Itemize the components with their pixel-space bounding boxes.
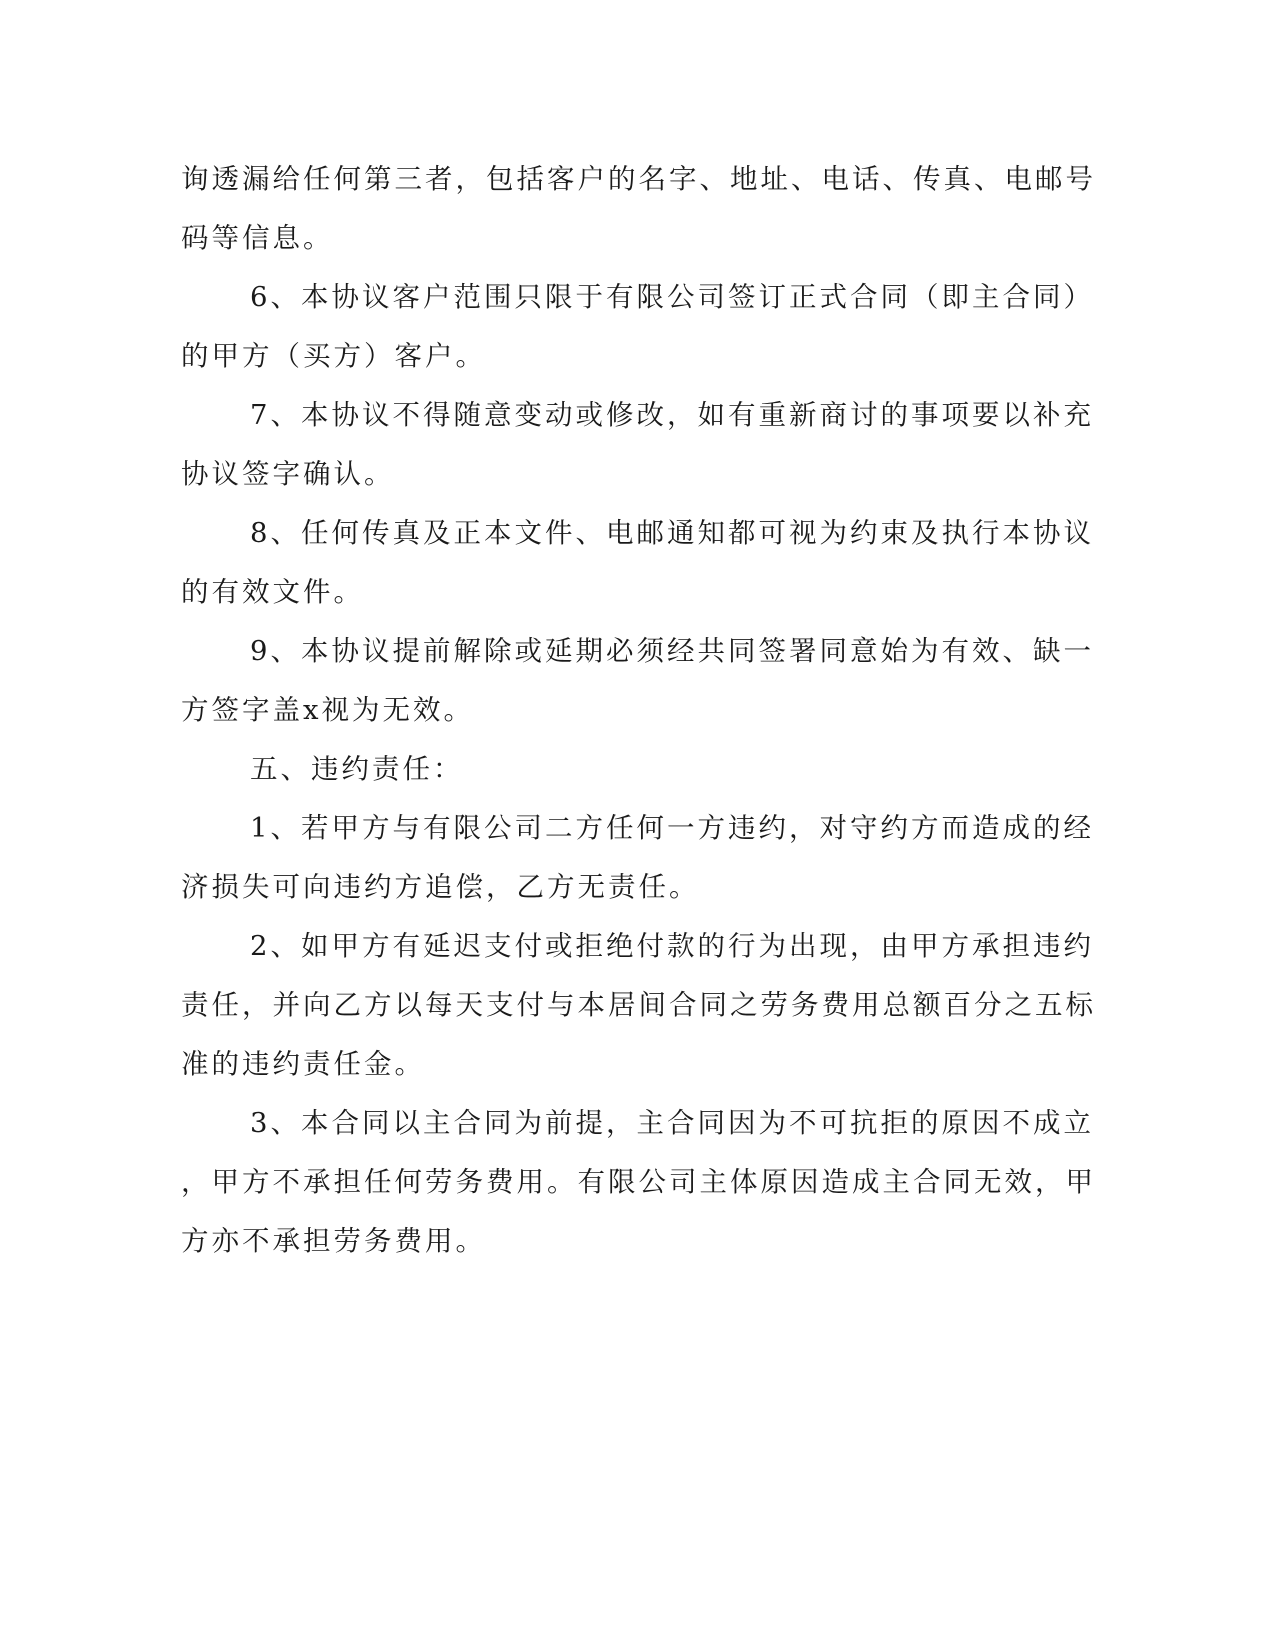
clause-7-line: 7、本协议不得随意变动或修改，如有重新商讨的事项要以补充 xyxy=(250,399,1094,431)
text-line: 济损失可向违约方追偿，乙方无责任。 xyxy=(181,871,700,903)
text-line: 方亦不承担劳务费用。 xyxy=(181,1225,486,1257)
text-line: 准的违约责任金。 xyxy=(181,1048,425,1080)
text-line: 责任，并向乙方以每天支付与本居间合同之劳务费用总额百分之五标 xyxy=(181,989,1096,1021)
section-heading: 五、违约责任： xyxy=(250,753,464,785)
clause-6-line: 6、本协议客户范围只限于有限公司签订正式合同（即主合同） xyxy=(250,281,1094,313)
text-line: 码等信息。 xyxy=(181,222,334,254)
text-line: 询透漏给任何第三者，包括客户的名字、地址、电话、传真、电邮号 xyxy=(181,163,1096,195)
text-line: 方签字盖x视为无效。 xyxy=(181,694,475,726)
text-line: 的甲方（买方）客户。 xyxy=(181,340,486,372)
text-line: ，甲方不承担任何劳务费用。有限公司主体原因造成主合同无效，甲 xyxy=(181,1166,1096,1198)
breach-clause-2-line: 2、如甲方有延迟支付或拒绝付款的行为出现，由甲方承担违约 xyxy=(250,930,1094,962)
text-line: 协议签字确认。 xyxy=(181,458,395,490)
clause-8-line: 8、任何传真及正本文件、电邮通知都可视为约束及执行本协议 xyxy=(250,517,1094,549)
clause-9-line: 9、本协议提前解除或延期必须经共同签署同意始为有效、缺一 xyxy=(250,635,1094,667)
breach-clause-1-line: 1、若甲方与有限公司二方任何一方违约，对守约方而造成的经 xyxy=(250,812,1094,844)
text-line: 的有效文件。 xyxy=(181,576,364,608)
breach-clause-3-line: 3、本合同以主合同为前提，主合同因为不可抗拒的原因不成立 xyxy=(250,1107,1094,1139)
